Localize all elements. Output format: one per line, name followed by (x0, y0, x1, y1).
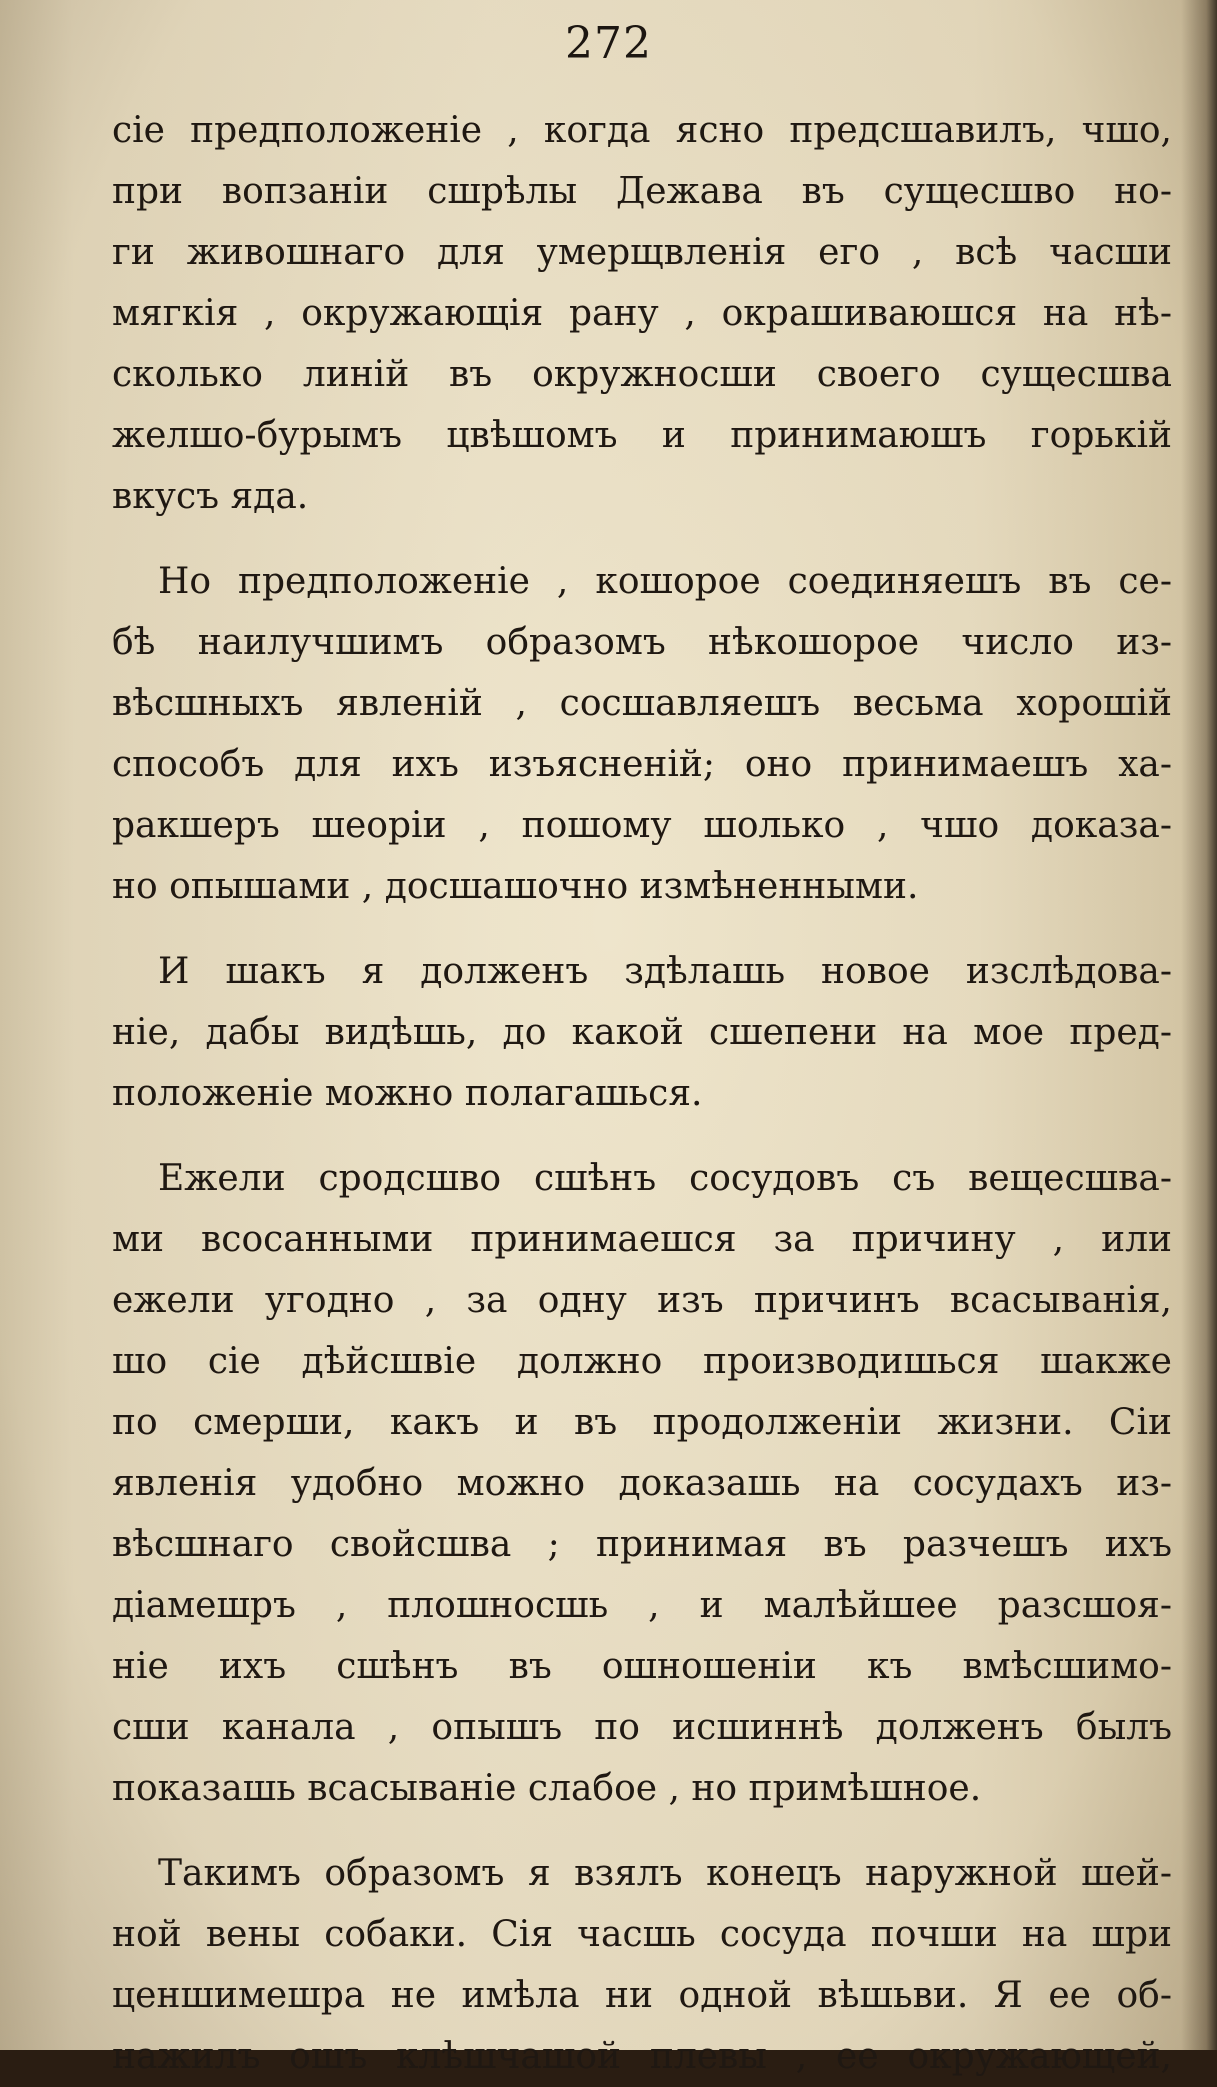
text-line: ежели угодно , за одну изъ причинъ всасыванія, (112, 1280, 1172, 1321)
body-text (112, 100, 1172, 2087)
text-line: желшо-бурымъ цвѣшомъ и принимаюшъ горькій (112, 415, 1172, 456)
paragraph-2 (112, 551, 1172, 917)
text-line: мягкія , окружающія рану , окрашиваюшся на нѣ- (112, 293, 1172, 334)
text-line: но опышами , досшашочно измѣненными. (112, 866, 919, 907)
text-line: ми всосанными принимаешся за причину , или (112, 1219, 1172, 1260)
text-line: Такимъ образомъ я взялъ конецъ наружной шей- (158, 1853, 1172, 1894)
text-line: ги живошнаго для умерщвленія его , всѣ часши (112, 232, 1172, 273)
text-line: вкусъ яда. (112, 476, 309, 517)
text-line: Но предположеніе , кошорое соединяешъ въ се- (158, 561, 1172, 602)
paragraph-1 (112, 100, 1172, 527)
text-line: ной вены собаки. Сія часшь сосуда почши на шри (112, 1914, 1172, 1955)
text-line: нажилъ ошъ клѣшчашой плевы , ее окружающей, (112, 2036, 1172, 2077)
paragraph-5 (112, 1843, 1172, 2087)
paragraph-3 (112, 941, 1172, 1124)
text-line: ніе ихъ сшѣнъ въ ошношеніи къ вмѣсшимо- (112, 1646, 1172, 1687)
text-line: ценшимешра не имѣла ни одной вѣшьви. Я ее об- (112, 1975, 1172, 2016)
text-line: вѣсшнаго свойсшва ; принимая въ разчешъ ихъ (112, 1524, 1172, 1565)
text-line: бѣ наилучшимъ образомъ нѣкошорое число из- (112, 622, 1172, 663)
paragraph-4 (112, 1148, 1172, 1819)
text-line: сши канала , опышъ по исшиннѣ долженъ былъ (112, 1707, 1172, 1748)
text-line: явленія удобно можно доказашь на сосудахъ из- (112, 1463, 1172, 1504)
text-line: Ежели сродсшво сшѣнъ сосудовъ съ вещесшва- (158, 1158, 1172, 1199)
text-line: И шакъ я долженъ здѣлашь новое изслѣдова- (158, 951, 1172, 992)
text-line: по смерши, какъ и въ продолженіи жизни. Сіи (112, 1402, 1172, 1443)
text-line: шо сіе дѣйсшвіе должно производишься шакже (112, 1341, 1172, 1382)
text-line: ракшеръ шеоріи , пошому шолько , чшо доказа- (112, 805, 1172, 846)
text-line: при вопзаніи сшрѣлы Дежава въ сущесшво но- (112, 171, 1172, 212)
text-line: сколько линій въ окружносши своего сущесшва (112, 354, 1172, 395)
page-number: 272 (565, 18, 652, 69)
page-edge-shadow (1181, 0, 1217, 2050)
text-line: положеніе можно полагашься. (112, 1073, 703, 1114)
text-line: показашь всасываніе слабое , но примѣшное. (112, 1768, 982, 1809)
text-line: способъ для ихъ изъясненій; оно принимаешъ ха- (112, 744, 1172, 785)
text-line: сіе предположеніе , когда ясно предсшавилъ, чшо, (112, 110, 1172, 151)
text-line: ніе, дабы видѣшь, до какой сшепени на мое пред- (112, 1012, 1172, 1053)
text-line: вѣсшныхъ явленій , сосшавляешъ весьма хорошій (112, 683, 1172, 724)
text-line: діамешръ , плошносшь , и малѣйшее разсшоя- (112, 1585, 1172, 1626)
